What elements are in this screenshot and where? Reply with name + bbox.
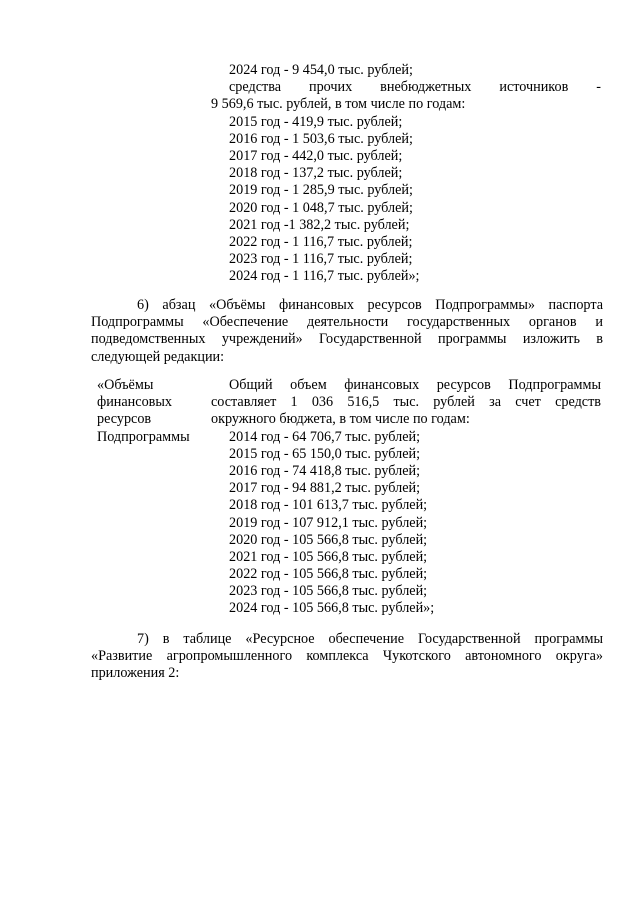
- year-line: 2018 год - 137,2 тыс. рублей;: [229, 165, 403, 182]
- year-line: 2020 год - 105 566,8 тыс. рублей;: [229, 531, 428, 548]
- passport-label: [97, 377, 207, 446]
- word: источников: [499, 79, 569, 96]
- year-line: 2017 год - 442,0 тыс. рублей;: [229, 147, 403, 164]
- word: -: [596, 79, 601, 96]
- intro-line: окружного бюджета, в том числе по годам:: [211, 411, 470, 428]
- intro-line: Общий объем финансовых ресурсов Подпрограммы: [229, 377, 601, 393]
- year-line: 2024 год - 105 566,8 тыс. рублей»;: [229, 600, 435, 617]
- year-line: 2023 год - 105 566,8 тыс. рублей;: [229, 583, 428, 600]
- year-line: 2022 год - 1 116,7 тыс. рублей;: [229, 233, 413, 250]
- year-line: 2024 год - 1 116,7 тыс. рублей»;: [229, 268, 420, 285]
- word: внебюджетных: [380, 79, 472, 96]
- year-line: 2023 год - 1 116,7 тыс. рублей;: [229, 251, 413, 268]
- year-line: 2021 год - 105 566,8 тыс. рублей;: [229, 548, 428, 565]
- year-line: 2020 год - 1 048,7 тыс. рублей;: [229, 199, 413, 216]
- year-line: 2017 год - 94 881,2 тыс. рублей;: [229, 480, 421, 497]
- paragraph-7: [91, 631, 603, 683]
- year-line: 2022 год - 105 566,8 тыс. рублей;: [229, 566, 428, 583]
- other-sources-line: [211, 79, 601, 96]
- year-line: 2016 год - 74 418,8 тыс. рублей;: [229, 462, 421, 479]
- year-line: 2019 год - 107 912,1 тыс. рублей;: [229, 514, 428, 531]
- paragraph-7-text: 7) в таблице «Ресурсное обеспечение Государственной программы «Развитие агропромышленного комплекса Чукотского автономного округа» приложения 2:: [91, 631, 603, 682]
- year-line: 2015 год - 65 150,0 тыс. рублей;: [229, 445, 421, 462]
- year-line: 2014 год - 64 706,7 тыс. рублей;: [229, 428, 421, 445]
- paragraph-6: [91, 297, 603, 366]
- year-line: 2019 год - 1 285,9 тыс. рублей;: [229, 182, 413, 199]
- word: средства: [229, 79, 282, 96]
- year-line: 2018 год - 101 613,7 тыс. рублей;: [229, 497, 428, 514]
- year-line: 2016 год - 1 503,6 тыс. рублей;: [229, 130, 413, 147]
- label-line: ресурсов: [97, 411, 152, 428]
- label-line: Подпрограммы: [97, 428, 190, 445]
- year-line: 2021 год -1 382,2 тыс. рублей;: [229, 216, 410, 233]
- year-line: 2015 год - 419,9 тыс. рублей;: [229, 113, 403, 130]
- top-funding-block: [211, 62, 601, 285]
- paragraph-6-text: 6) абзац «Объёмы финансовых ресурсов Подпрограммы» паспорта Подпрограммы «Обеспечение деятельности государственных органов и подведомственных учреждений» Государственной программы изложить в следующей редакции:: [91, 297, 603, 365]
- passport-value: [211, 377, 601, 618]
- other-sources-total: 9 569,6 тыс. рублей, в том числе по годам:: [211, 96, 466, 113]
- intro-line: составляет 1 036 516,5 тыс. рублей за счет средств: [211, 394, 601, 411]
- label-line: финансовых: [97, 394, 172, 411]
- label-line: «Объёмы: [97, 377, 154, 393]
- year-line: 2024 год - 9 454,0 тыс. рублей;: [229, 62, 413, 78]
- word: прочих: [308, 79, 353, 96]
